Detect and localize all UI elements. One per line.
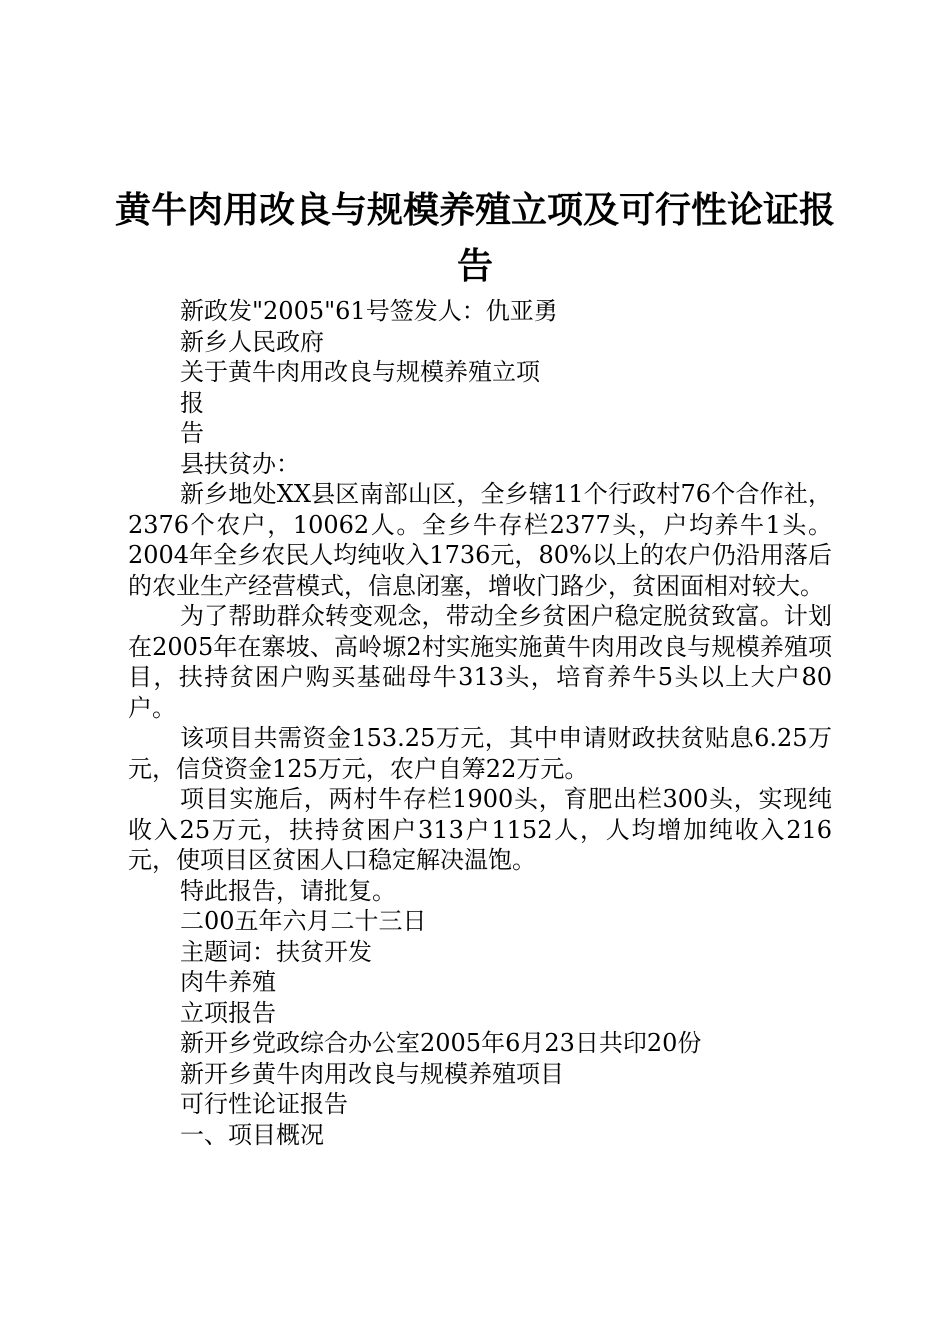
subject-line-report-1: 报 bbox=[180, 388, 204, 417]
paragraph-background: 新乡地处XX县区南部山区，全乡辖11个行政村76个合作社，2376个农户，10062人。全乡牛存栏2377头，户均养牛1头。2004年全乡农民人均纯收入1736元，80%以上的农户仍沿用落后的农业生产经营模式，信息闭塞，增收门路少，贫困面相对较大。 bbox=[128, 480, 832, 600]
document-title bbox=[100, 183, 850, 295]
paragraph-plan: 为了帮助群众转变观念，带动全乡贫困户稳定脱贫致富。计划在2005年在寨坡、高岭塬2村实施实施黄牛肉用改良与规模养殖项目，扶持贫困户购买基础母牛313头，培育养牛5头以上大户80户。 bbox=[128, 602, 832, 722]
keywords-line: 主题词：扶贫开发 bbox=[180, 937, 372, 966]
subject-line: 关于黄牛肉用改良与规模养殖立项 bbox=[180, 358, 540, 386]
keywords-line-2: 肉牛养殖 bbox=[180, 968, 276, 996]
section-heading-overview: 一、项目概况 bbox=[180, 1120, 324, 1149]
date-line: 二00五年六月二十三日 bbox=[180, 907, 427, 935]
section-heading-project: 新开乡黄牛肉用改良与规模养殖项目 bbox=[180, 1059, 564, 1088]
title-line-2: 告 bbox=[456, 246, 493, 287]
title-line-1: 黄牛肉用改良与规模养殖立项及可行性论证报 bbox=[114, 190, 835, 231]
print-info-line: 新开乡党政综合办公室2005年6月23日共印20份 bbox=[180, 1029, 702, 1057]
subject-line-report-2: 告 bbox=[180, 419, 204, 447]
paragraph-funding: 该项目共需资金153.25万元，其中申请财政扶贫贴息6.25万元，信贷资金125万元，农户自筹22万元。 bbox=[128, 724, 832, 783]
keywords-line-3: 立项报告 bbox=[180, 998, 276, 1027]
closing-line: 特此报告，请批复。 bbox=[180, 876, 396, 905]
document-body bbox=[128, 296, 832, 1150]
paragraph-outcome: 项目实施后，两村牛存栏1900头，育肥出栏300头，实现纯收入25万元，扶持贫困户313户1152人，人均增加纯收入216元，使项目区贫困人口稳定解决温饱。 bbox=[128, 785, 832, 874]
recipient-line: 县扶贫办： bbox=[180, 449, 300, 478]
doc-number-line: 新政发"2005"61号签发人：仇亚勇 bbox=[180, 297, 558, 325]
section-heading-feasibility: 可行性论证报告 bbox=[180, 1090, 348, 1118]
issuer-line: 新乡人民政府 bbox=[180, 327, 324, 356]
